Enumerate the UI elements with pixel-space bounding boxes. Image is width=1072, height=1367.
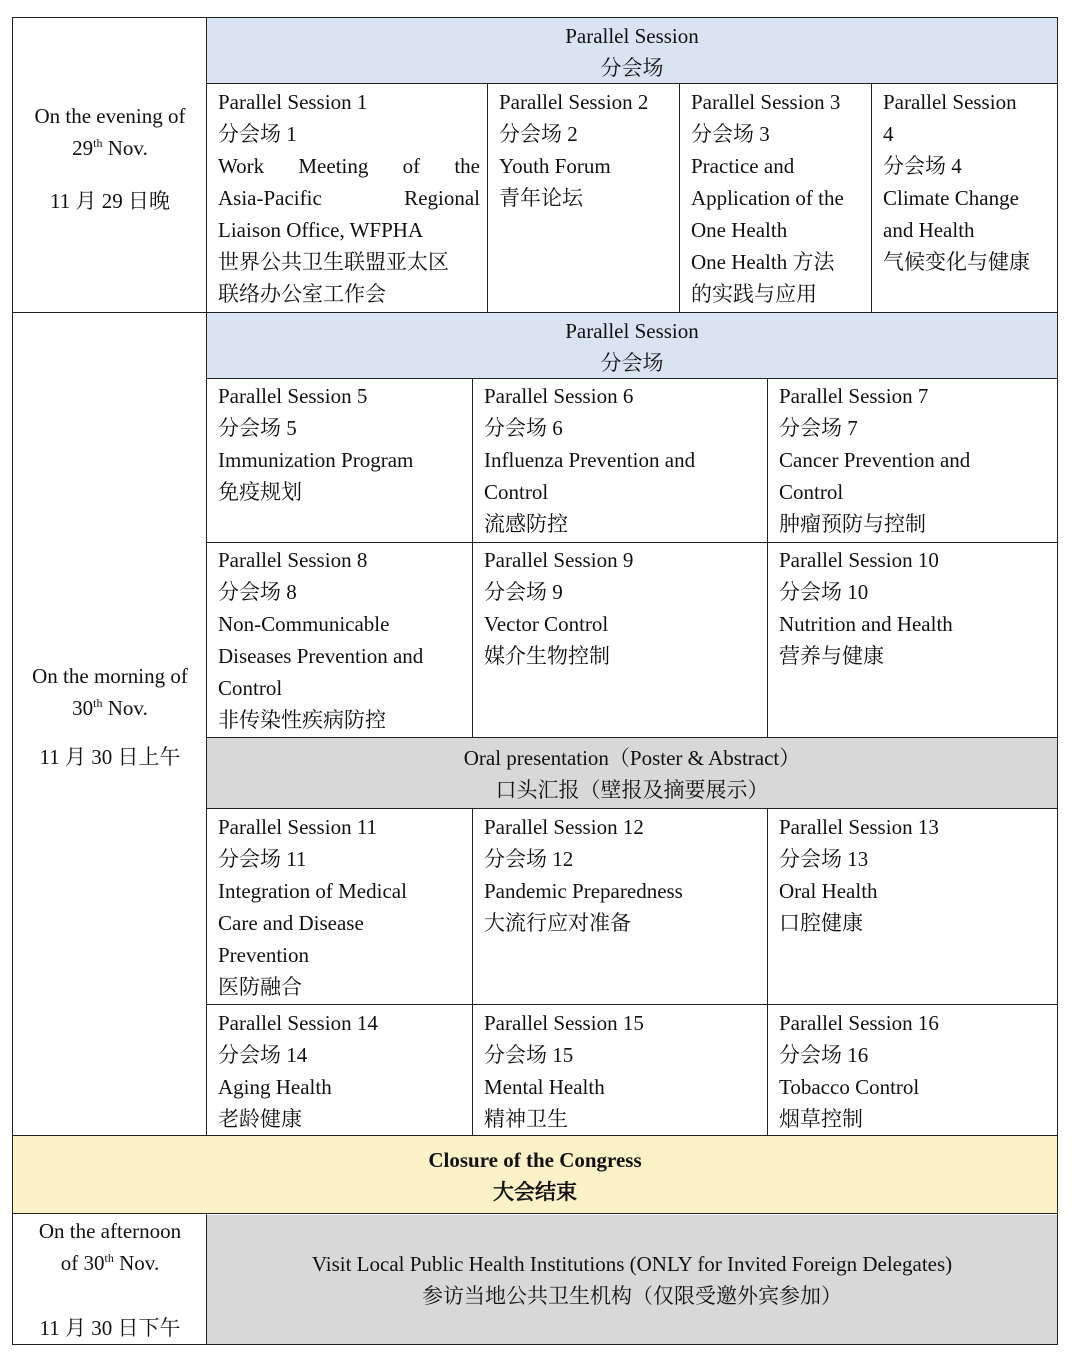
table-divider — [487, 83, 488, 313]
session-topic-cn: 世界公共卫生联盟亚太区 — [218, 250, 449, 274]
session-topic: Practice and — [691, 154, 795, 178]
time-en: On the morning of — [32, 664, 188, 688]
time-cn: 11 月 30 日下午 — [39, 1316, 181, 1340]
session-topic: Influenza Prevention and — [484, 448, 696, 472]
session-topic: Application of the — [691, 186, 844, 210]
time-cell-morning — [13, 660, 207, 773]
session-title: Parallel Session 1 — [218, 90, 368, 114]
session-topic-cn: 联络办公室工作会 — [218, 282, 386, 306]
closure-cn: 大会结束 — [493, 1180, 577, 1204]
time-cn: 11 月 30 日上午 — [39, 745, 181, 769]
session-topic: Aging Health — [218, 1075, 332, 1099]
session-cell — [681, 86, 871, 310]
session-title: Parallel Session 12 — [484, 815, 644, 839]
session-topic-cn: 精神卫生 — [484, 1107, 568, 1131]
session-cell — [208, 811, 472, 1003]
table-divider — [206, 17, 207, 1136]
session-cell — [208, 544, 472, 736]
table-divider — [12, 1213, 1058, 1214]
session-cell — [208, 380, 472, 508]
session-cn: 分会场 9 — [484, 580, 563, 604]
session-title: Parallel Session 11 — [218, 815, 378, 839]
session-cn: 分会场 13 — [779, 847, 869, 871]
session-cn: 分会场 15 — [484, 1043, 574, 1067]
session-topic: Tobacco Control — [779, 1075, 920, 1099]
session-title: Parallel Session 16 — [779, 1011, 939, 1035]
session-topic: and Health — [883, 218, 975, 242]
header-en: Parallel Session — [565, 24, 699, 48]
session-cell — [873, 86, 1056, 278]
session-title: Parallel Session 9 — [484, 548, 634, 572]
session-cell — [474, 380, 767, 540]
session-topic: Integration of Medical — [218, 879, 407, 903]
session-cell — [769, 1007, 1056, 1135]
session-cn: 分会场 16 — [779, 1043, 869, 1067]
session-title-2: 4 — [883, 122, 894, 146]
session-topic: Control — [779, 480, 844, 504]
session-cn: 分会场 14 — [218, 1043, 308, 1067]
session-cn: 分会场 4 — [883, 154, 962, 178]
session-topic: Cancer Prevention and — [779, 448, 971, 472]
session-title: Parallel Session 5 — [218, 384, 368, 408]
session-title: Parallel Session 2 — [499, 90, 649, 114]
table-divider — [767, 378, 768, 738]
time-date: 30th Nov. — [72, 696, 148, 720]
session-cn: 分会场 6 — [484, 416, 563, 440]
session-topic: Youth Forum — [499, 154, 611, 178]
session-topic-cn: 口腔健康 — [779, 911, 863, 935]
header-en: Parallel Session — [565, 319, 699, 343]
session-topic: Liaison Office, WFPHA — [218, 218, 424, 242]
closure-banner — [13, 1136, 1057, 1214]
table-divider — [767, 808, 768, 1136]
table-divider — [871, 83, 872, 313]
session-cell — [474, 811, 767, 939]
table-divider — [206, 1004, 1058, 1005]
visit-cn: 参访当地公共卫生机构（仅限受邀外宾参加） — [422, 1283, 842, 1308]
session-title: Parallel Session 7 — [779, 384, 929, 408]
session-topic: Asia-Pacific Regional — [218, 186, 480, 210]
session-topic: Immunization Program — [218, 448, 414, 472]
oral-en: Oral presentation（Poster & Abstract） — [463, 746, 801, 770]
session-cell — [208, 86, 488, 310]
table-divider — [206, 737, 1058, 738]
session-title: Parallel Session 10 — [779, 548, 939, 572]
session-topic: Mental Health — [484, 1075, 605, 1099]
session-cn: 分会场 3 — [691, 122, 770, 146]
session-title: Parallel Session 8 — [218, 548, 368, 572]
table-divider — [206, 1214, 207, 1345]
table-divider — [206, 378, 1058, 379]
closure-en: Closure of the Congress — [428, 1148, 642, 1172]
table-divider — [206, 542, 1058, 543]
session-cell — [208, 1007, 472, 1135]
session-cell — [769, 544, 1056, 672]
session-topic-cn: 青年论坛 — [499, 186, 583, 210]
parallel-session-header — [207, 18, 1057, 84]
session-title: Parallel Session 15 — [484, 1011, 644, 1035]
time-en: On the afternoon — [38, 1219, 182, 1243]
session-title: Parallel Session 6 — [484, 384, 634, 408]
session-topic-cn: 气候变化与健康 — [883, 250, 1030, 274]
parallel-session-header — [207, 313, 1057, 379]
session-topic-cn: 媒介生物控制 — [484, 644, 610, 668]
header-cn: 分会场 — [600, 56, 664, 80]
session-topic: Oral Health — [779, 879, 878, 903]
session-topic-cn: 肿瘤预防与控制 — [779, 512, 926, 536]
time-date: of 30th Nov. — [60, 1251, 160, 1275]
session-topic-cn: 大流行应对准备 — [484, 911, 631, 935]
time-cn: 11 月 29 日晚 — [50, 189, 170, 213]
session-cn: 分会场 12 — [484, 847, 574, 871]
visit-banner — [207, 1215, 1057, 1344]
oral-cn: 口头汇报（壁报及摘要展示） — [495, 778, 769, 802]
session-topic: One Health — [691, 218, 788, 242]
table-divider — [206, 83, 1058, 84]
table-divider — [206, 808, 1058, 809]
session-topic-cn: 的实践与应用 — [691, 282, 817, 306]
table-divider — [12, 312, 1058, 313]
session-cn: 分会场 8 — [218, 580, 297, 604]
session-topic: Nutrition and Health — [779, 612, 953, 636]
session-topic-cn: 流感防控 — [484, 512, 568, 536]
session-topic: Vector Control — [484, 612, 609, 636]
session-cn: 分会场 2 — [499, 122, 578, 146]
session-cn: 分会场 7 — [779, 416, 858, 440]
time-cell-afternoon — [13, 1215, 207, 1344]
session-cell — [489, 86, 679, 214]
table-divider — [12, 1135, 1058, 1136]
session-topic-cn: 免疫规划 — [218, 480, 302, 504]
session-title: Parallel Session — [883, 90, 1017, 114]
session-cell — [769, 811, 1056, 939]
session-topic-cn: 医防融合 — [218, 975, 302, 999]
session-topic-cn: 营养与健康 — [779, 644, 884, 668]
session-topic: Control — [218, 676, 283, 700]
table-divider — [472, 378, 473, 738]
time-en: On the evening of — [34, 104, 186, 128]
session-cn: 分会场 1 — [218, 122, 297, 146]
time-cell-evening — [13, 100, 207, 217]
session-cn: 分会场 10 — [779, 580, 869, 604]
header-cn: 分会场 — [600, 351, 664, 375]
table-divider — [472, 808, 473, 1136]
session-topic: Care and Disease — [218, 911, 364, 935]
session-topic: Non-Communicable — [218, 612, 390, 636]
session-cn: 分会场 5 — [218, 416, 297, 440]
session-cn: 分会场 11 — [218, 847, 307, 871]
session-topic: Climate Change — [883, 186, 1019, 210]
session-cell — [474, 1007, 767, 1135]
session-topic: Prevention — [218, 943, 309, 967]
session-cell — [769, 380, 1056, 540]
visit-en: Visit Local Public Health Institutions (ONLY for Invited Foreign Delegates) — [311, 1251, 953, 1276]
session-topic-cn: 非传染性疾病防控 — [218, 708, 386, 732]
session-topic: Pandemic Preparedness — [484, 879, 683, 903]
session-title: Parallel Session 3 — [691, 90, 841, 114]
session-topic-cn: One Health 方法 — [691, 250, 835, 274]
session-cell — [474, 544, 767, 672]
session-topic-cn: 烟草控制 — [779, 1107, 863, 1131]
session-topic: Control — [484, 480, 549, 504]
session-title: Parallel Session 13 — [779, 815, 939, 839]
session-title: Parallel Session 14 — [218, 1011, 378, 1035]
session-topic: Work Meeting of the — [218, 154, 480, 178]
oral-presentation-banner — [207, 738, 1057, 808]
time-date: 29th Nov. — [72, 136, 148, 160]
session-topic-cn: 老龄健康 — [218, 1107, 302, 1131]
session-topic: Diseases Prevention and — [218, 644, 424, 668]
table-divider — [679, 83, 680, 313]
